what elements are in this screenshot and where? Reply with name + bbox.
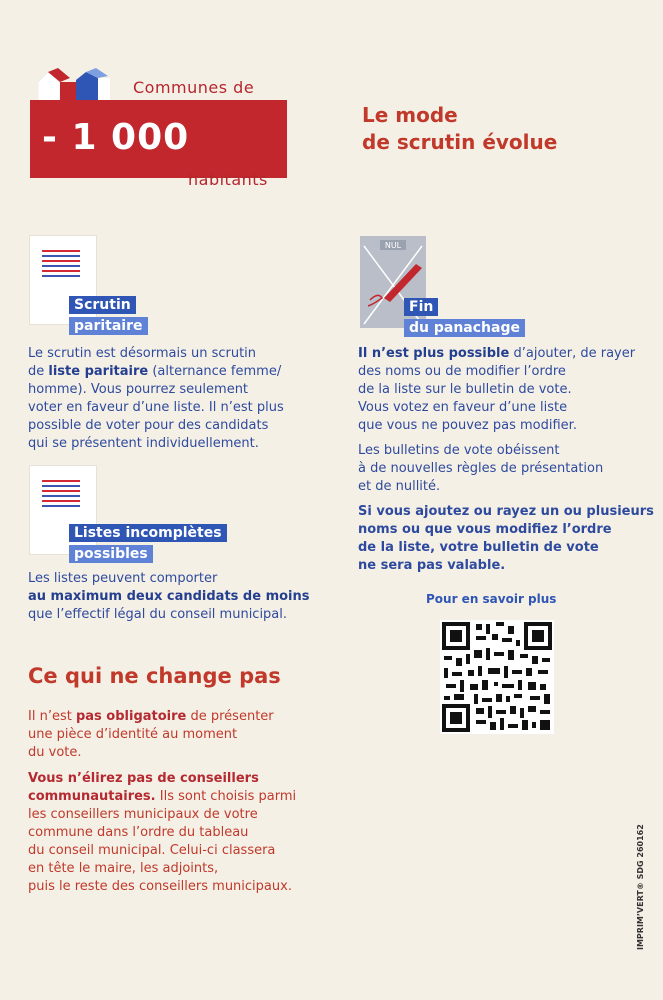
scrutin-paragraph [28, 345, 308, 453]
panachage-line: ne sera pas valable. [358, 558, 506, 573]
scrutin-label-1: Scrutin [69, 296, 136, 314]
scrutin-line: Le scrutin est désormais un scrutin [28, 346, 257, 361]
panachage-paragraph-2 [358, 442, 648, 496]
listes-label-1: Listes incomplètes [69, 524, 227, 542]
scrutin-line: homme). Vous pourrez seulement [28, 382, 249, 397]
panachage-line: et de nullité. [358, 479, 441, 494]
panachage-paragraph-3 [358, 503, 658, 575]
panachage-line: Vous votez en faveur d’une liste [358, 400, 568, 415]
listes-line-3: que l’effectif légal du conseil municipal. [28, 607, 288, 622]
panachage-label-2: du panachage [404, 319, 525, 337]
headline-line-2: de scrutin évolue [362, 130, 558, 154]
panachage-line: de la liste, votre bulletin de vote [358, 540, 599, 555]
scrutin-label [69, 294, 148, 335]
scrutin-line: voter en faveur d’une liste. Il n’est plus [28, 400, 284, 415]
listes-line-2: au maximum deux candidats de moins [28, 589, 310, 604]
listes-label-2: possibles [69, 545, 153, 563]
panachage-line: de la liste sur le bulletin de vote. [358, 382, 572, 397]
nul-text: NUL [384, 241, 402, 250]
unchanged-line: en tête le maire, les adjoints, [28, 861, 219, 876]
panachage-line: des noms ou de modifier l’ordre [358, 364, 566, 379]
listes-label [69, 522, 227, 563]
panachage-line: Si vous ajoutez ou rayez un ou plusieurs [358, 504, 654, 519]
imprim-vert-text: IMPRIM’VERT® SDG 260162 [636, 824, 645, 950]
scrutin-line: possible de voter pour des candidats [28, 418, 269, 433]
panachage-line: noms ou que vous modifiez l’ordre [358, 522, 612, 537]
commune-size-header [30, 62, 300, 202]
unchanged-line: Vous n’élirez pas de conseillers [28, 771, 259, 786]
unchanged-line: une pièce d’identité au moment [28, 727, 238, 742]
unchanged-line: les conseillers municipaux de votre [28, 807, 258, 822]
unchanged-title: Ce qui ne change pas [28, 664, 281, 688]
unchanged-line: du vote. [28, 745, 82, 760]
communes-de-text: Communes de [133, 78, 255, 97]
panachage-line-rich: Il n’est plus possible d’ajouter, de rayer [358, 346, 636, 361]
panachage-line: Les bulletins de vote obéissent [358, 443, 560, 458]
panachage-line: à de nouvelles règles de présentation [358, 461, 604, 476]
habitants-text: habitants [188, 170, 268, 189]
page-headline [362, 102, 557, 156]
qr-code[interactable] [440, 620, 554, 734]
population-number: - 1 000 [42, 117, 190, 158]
unchanged-paragraph-1 [28, 708, 328, 762]
qr-code-icon [440, 620, 554, 734]
panachage-line: que vous ne pouvez pas modifier. [358, 418, 577, 433]
scrutin-line-rich: de liste paritaire (alternance femme/ [28, 364, 282, 379]
unchanged-line: du conseil municipal. Celui-ci classera [28, 843, 276, 858]
panachage-label-1: Fin [404, 298, 438, 316]
listes-line-1: Les listes peuvent comporter [28, 571, 218, 586]
scrutin-line: qui se présentent individuellement. [28, 436, 259, 451]
panachage-label [404, 296, 525, 337]
learn-more-label: Pour en savoir plus [426, 592, 557, 606]
scrutin-label-2: paritaire [69, 317, 148, 335]
unchanged-paragraph-2 [28, 770, 338, 896]
unchanged-line-rich: communautaires. Ils sont choisis parmi [28, 789, 297, 804]
unchanged-line: puis le reste des conseillers municipaux. [28, 879, 292, 894]
listes-paragraph [28, 570, 318, 624]
unchanged-line-rich: Il n’est pas obligatoire de présenter [28, 709, 274, 724]
panachage-paragraph-1 [358, 345, 648, 435]
headline-line-1: Le mode [362, 103, 458, 127]
unchanged-line: commune dans l’ordre du tableau [28, 825, 249, 840]
imprim-vert-badge [636, 824, 650, 950]
